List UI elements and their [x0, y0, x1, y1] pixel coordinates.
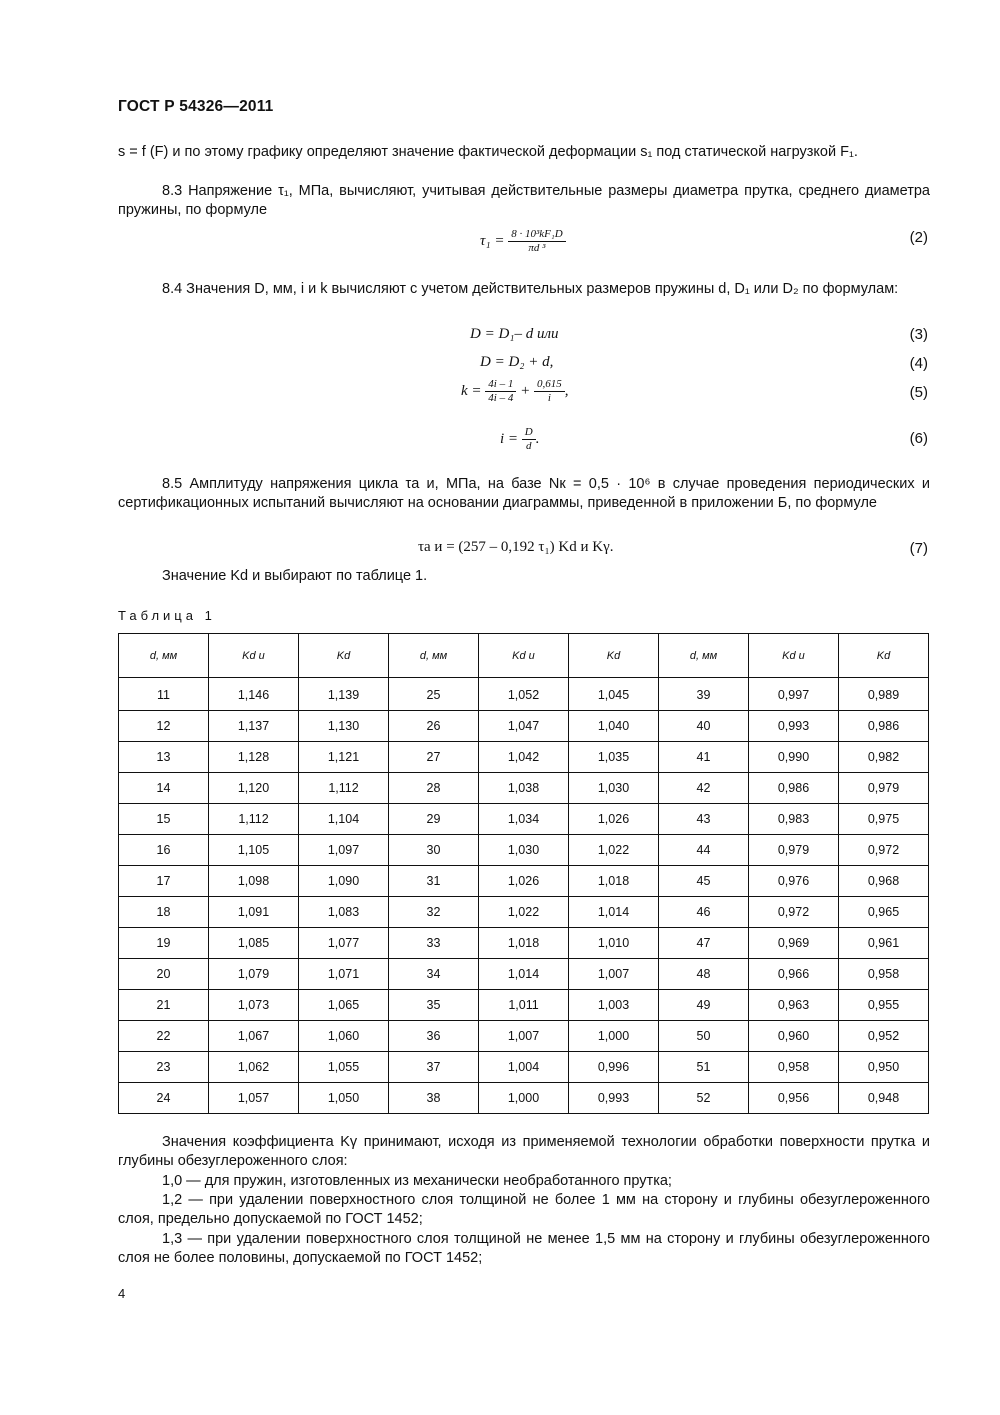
table-cell: 1,035 — [569, 742, 659, 773]
formula-6-lhs: i = — [500, 430, 519, 447]
formula-6-numerator: D — [522, 426, 536, 440]
table-cell: 0,965 — [839, 897, 929, 928]
table-cell: 0,976 — [749, 866, 839, 897]
table-cell: 1,014 — [569, 897, 659, 928]
table-header-cell: Kd и — [479, 634, 569, 678]
table-row — [119, 866, 929, 897]
table-cell: 0,961 — [839, 928, 929, 959]
formula-2-number: (2) — [909, 229, 928, 246]
formula-6-tail: . — [535, 430, 540, 447]
table-cell: 1,112 — [299, 773, 389, 804]
table-cell: 1,026 — [569, 804, 659, 835]
table-cell: 20 — [119, 959, 209, 990]
table-row — [119, 835, 929, 866]
formula-5-number: (5) — [909, 384, 928, 401]
formula-3-number: (3) — [909, 326, 928, 343]
table-cell: 1,071 — [299, 959, 389, 990]
table-cell: 0,972 — [749, 897, 839, 928]
table-cell: 1,060 — [299, 1021, 389, 1052]
table-cell: 1,067 — [209, 1021, 299, 1052]
formula-5-plus: + — [520, 382, 531, 399]
table-cell: 17 — [119, 866, 209, 897]
table-cell: 50 — [659, 1021, 749, 1052]
table-cell: 27 — [389, 742, 479, 773]
table-cell: 0,966 — [749, 959, 839, 990]
table-cell: 48 — [659, 959, 749, 990]
table-cell: 1,047 — [479, 711, 569, 742]
paragraph-8-3: 8.3 Напряжение τ₁, МПа, вычисляют, учитывая действительные размеры диаметра прутка, среднего диаметра пружины, по формуле — [118, 183, 930, 218]
formula-5-lhs: k = — [461, 382, 482, 399]
table-cell: 28 — [389, 773, 479, 804]
table-row — [119, 928, 929, 959]
formula-3: D = D₁– d или — [470, 326, 559, 342]
table-cell: 0,983 — [749, 804, 839, 835]
table-row — [119, 711, 929, 742]
table-cell: 0,986 — [749, 773, 839, 804]
formula-6-denominator: d — [526, 440, 532, 452]
table-cell: 16 — [119, 835, 209, 866]
table-cell: 1,077 — [299, 928, 389, 959]
table-body — [119, 678, 929, 1114]
list-item-1-2: 1,2 — при удалении поверхностного слоя толщиной не более 1 мм на сторону и глубины обезуглероженного слоя, предельно допускаемой по ГОСТ 1452; — [118, 1192, 930, 1227]
table-cell: 0,968 — [839, 866, 929, 897]
coefficients-table — [118, 633, 929, 1114]
table-cell: 1,018 — [569, 866, 659, 897]
table-cell: 36 — [389, 1021, 479, 1052]
table-cell: 1,073 — [209, 990, 299, 1021]
table-cell: 1,011 — [479, 990, 569, 1021]
table-cell: 40 — [659, 711, 749, 742]
table-cell: 1,098 — [209, 866, 299, 897]
table-header-cell: d, мм — [389, 634, 479, 678]
table-cell: 11 — [119, 678, 209, 711]
table-cell: 0,982 — [839, 742, 929, 773]
table-cell: 1,137 — [209, 711, 299, 742]
table-cell: 14 — [119, 773, 209, 804]
table-cell: 52 — [659, 1083, 749, 1114]
table-cell: 1,057 — [209, 1083, 299, 1114]
table-row — [119, 678, 929, 711]
formula-7: τа и = (257 – 0,192 τ₁) Kd и Kγ. — [418, 539, 614, 555]
page-number: 4 — [118, 1286, 126, 1301]
formula-5 — [461, 378, 568, 405]
table-cell: 1,128 — [209, 742, 299, 773]
paragraph-kgamma: Значения коэффициента Kγ принимают, исходя из применяемой технологии обработки поверхности прутка и глубины обезуглероженного слоя: — [118, 1134, 930, 1169]
table-row — [119, 742, 929, 773]
table-cell: 1,004 — [479, 1052, 569, 1083]
formula-4: D = D₂ + d, — [480, 354, 554, 370]
table-cell: 1,052 — [479, 678, 569, 711]
table-cell: 21 — [119, 990, 209, 1021]
table-cell: 1,040 — [569, 711, 659, 742]
table-cell: 1,018 — [479, 928, 569, 959]
table-cell: 51 — [659, 1052, 749, 1083]
table-cell: 1,139 — [299, 678, 389, 711]
formula-2-denominator: πd ³ — [528, 242, 546, 254]
table-cell: 0,956 — [749, 1083, 839, 1114]
table-cell: 22 — [119, 1021, 209, 1052]
table-cell: 0,963 — [749, 990, 839, 1021]
table-cell: 1,091 — [209, 897, 299, 928]
table-cell: 1,085 — [209, 928, 299, 959]
table-header-cell: d, мм — [119, 634, 209, 678]
table-cell: 39 — [659, 678, 749, 711]
table-cell: 1,130 — [299, 711, 389, 742]
formula-6-number: (6) — [909, 430, 928, 447]
table-cell: 1,034 — [479, 804, 569, 835]
formula-5-den1: 4i – 4 — [488, 392, 514, 404]
list-item-1-3: 1,3 — при удалении поверхностного слоя толщиной не менее 1,5 мм на сторону и глубины обезуглероженного слоя не более половины, допускаемой по ГОСТ 1452; — [118, 1231, 930, 1266]
table-cell: 1,112 — [209, 804, 299, 835]
table-row — [119, 804, 929, 835]
table-cell: 0,993 — [569, 1083, 659, 1114]
table-cell: 43 — [659, 804, 749, 835]
formula-5-num2: 0,615 — [534, 378, 565, 392]
table-cell: 33 — [389, 928, 479, 959]
document-header: ГОСТ Р 54326—2011 — [118, 98, 274, 115]
table-cell: 0,952 — [839, 1021, 929, 1052]
paragraph-intro: s = f (F) и по этому графику определяют значение фактической деформации s₁ под статической нагрузкой F₁. — [118, 144, 858, 160]
table-cell: 49 — [659, 990, 749, 1021]
table-cell: 1,038 — [479, 773, 569, 804]
table-row — [119, 1052, 929, 1083]
formula-5-den2: i — [547, 392, 551, 404]
table-cell: 0,948 — [839, 1083, 929, 1114]
table-cell: 1,022 — [479, 897, 569, 928]
table-cell: 1,079 — [209, 959, 299, 990]
formula-6 — [500, 426, 540, 453]
formula-5-num1: 4i – 1 — [485, 378, 516, 392]
table-cell: 0,986 — [839, 711, 929, 742]
formula-4-number: (4) — [909, 355, 928, 372]
table-cell: 0,979 — [839, 773, 929, 804]
table-cell: 0,950 — [839, 1052, 929, 1083]
table-cell: 29 — [389, 804, 479, 835]
table-cell: 32 — [389, 897, 479, 928]
table-cell: 37 — [389, 1052, 479, 1083]
table-cell: 19 — [119, 928, 209, 959]
table-cell: 1,026 — [479, 866, 569, 897]
table-cell: 24 — [119, 1083, 209, 1114]
table-cell: 30 — [389, 835, 479, 866]
table-cell: 1,030 — [569, 773, 659, 804]
table-cell: 0,972 — [839, 835, 929, 866]
table-cell: 0,979 — [749, 835, 839, 866]
formula-2-lhs: τ₁ = — [480, 232, 505, 249]
table-cell: 38 — [389, 1083, 479, 1114]
table-cell: 1,014 — [479, 959, 569, 990]
formula-5-tail: , — [564, 382, 569, 399]
table-header-cell: Kd — [569, 634, 659, 678]
table-cell: 41 — [659, 742, 749, 773]
table-cell: 1,055 — [299, 1052, 389, 1083]
table-cell: 1,062 — [209, 1052, 299, 1083]
formula-2 — [480, 228, 566, 255]
table-header-cell: Kd и — [749, 634, 839, 678]
table-cell: 1,010 — [569, 928, 659, 959]
table-cell: 0,955 — [839, 990, 929, 1021]
table-cell: 0,975 — [839, 804, 929, 835]
table-cell: 0,993 — [749, 711, 839, 742]
table-row — [119, 990, 929, 1021]
table-cell: 35 — [389, 990, 479, 1021]
table-cell: 44 — [659, 835, 749, 866]
table-header-cell: Kd и — [209, 634, 299, 678]
table-cell: 1,022 — [569, 835, 659, 866]
table-cell: 45 — [659, 866, 749, 897]
table-cell: 42 — [659, 773, 749, 804]
table-cell: 1,121 — [299, 742, 389, 773]
table-cell: 0,989 — [839, 678, 929, 711]
table-cell: 1,083 — [299, 897, 389, 928]
table-row — [119, 1083, 929, 1114]
table-cell: 1,000 — [479, 1083, 569, 1114]
table-cell: 46 — [659, 897, 749, 928]
table-cell: 23 — [119, 1052, 209, 1083]
table-cell: 1,097 — [299, 835, 389, 866]
table-row — [119, 897, 929, 928]
table-row — [119, 1021, 929, 1052]
table-cell: 12 — [119, 711, 209, 742]
table-cell: 1,090 — [299, 866, 389, 897]
table-cell: 1,065 — [299, 990, 389, 1021]
table-row — [119, 959, 929, 990]
table-cell: 15 — [119, 804, 209, 835]
table-cell: 25 — [389, 678, 479, 711]
table-cell: 34 — [389, 959, 479, 990]
table-cell: 18 — [119, 897, 209, 928]
table-cell: 13 — [119, 742, 209, 773]
table-header-cell: d, мм — [659, 634, 749, 678]
table-cell: 1,050 — [299, 1083, 389, 1114]
paragraph-8-5: 8.5 Амплитуду напряжения цикла τа и, МПа, на базе Nк = 0,5 · 10⁶ в случае проведения периодических и сертификационных испытаний вычисляют на основании диаграммы, приведенной в приложении Б, по формуле — [118, 476, 930, 511]
table-cell: 31 — [389, 866, 479, 897]
table-cell: 26 — [389, 711, 479, 742]
table-cell: 1,105 — [209, 835, 299, 866]
table-caption: Таблица 1 — [118, 608, 216, 623]
table-header-cell: Kd — [299, 634, 389, 678]
table-cell: 1,045 — [569, 678, 659, 711]
paragraph-8-4: 8.4 Значения D, мм, i и k вычисляют с учетом действительных размеров пружины d, D₁ или D₂ по формулам: — [162, 281, 899, 297]
paragraph-kd: Значение Kd и выбирают по таблице 1. — [162, 568, 428, 584]
table-cell: 1,104 — [299, 804, 389, 835]
table-cell: 0,997 — [749, 678, 839, 711]
table-cell: 1,042 — [479, 742, 569, 773]
formula-2-numerator: 8 · 10³kF₁D — [508, 228, 565, 242]
table-cell: 1,007 — [569, 959, 659, 990]
table-cell: 47 — [659, 928, 749, 959]
table-row — [119, 773, 929, 804]
table-cell: 1,030 — [479, 835, 569, 866]
table-cell: 0,990 — [749, 742, 839, 773]
table-cell: 1,120 — [209, 773, 299, 804]
table-cell: 0,960 — [749, 1021, 839, 1052]
table-cell: 0,996 — [569, 1052, 659, 1083]
table-cell: 1,146 — [209, 678, 299, 711]
formula-7-number: (7) — [909, 540, 928, 557]
table-header-cell: Kd — [839, 634, 929, 678]
table-cell: 0,958 — [749, 1052, 839, 1083]
table-header-row — [119, 634, 929, 678]
table-cell: 0,958 — [839, 959, 929, 990]
table-cell: 1,007 — [479, 1021, 569, 1052]
table-cell: 1,000 — [569, 1021, 659, 1052]
table-cell: 1,003 — [569, 990, 659, 1021]
table-cell: 0,969 — [749, 928, 839, 959]
list-item-1-0: 1,0 — для пружин, изготовленных из механически необработанного прутка; — [162, 1173, 672, 1189]
